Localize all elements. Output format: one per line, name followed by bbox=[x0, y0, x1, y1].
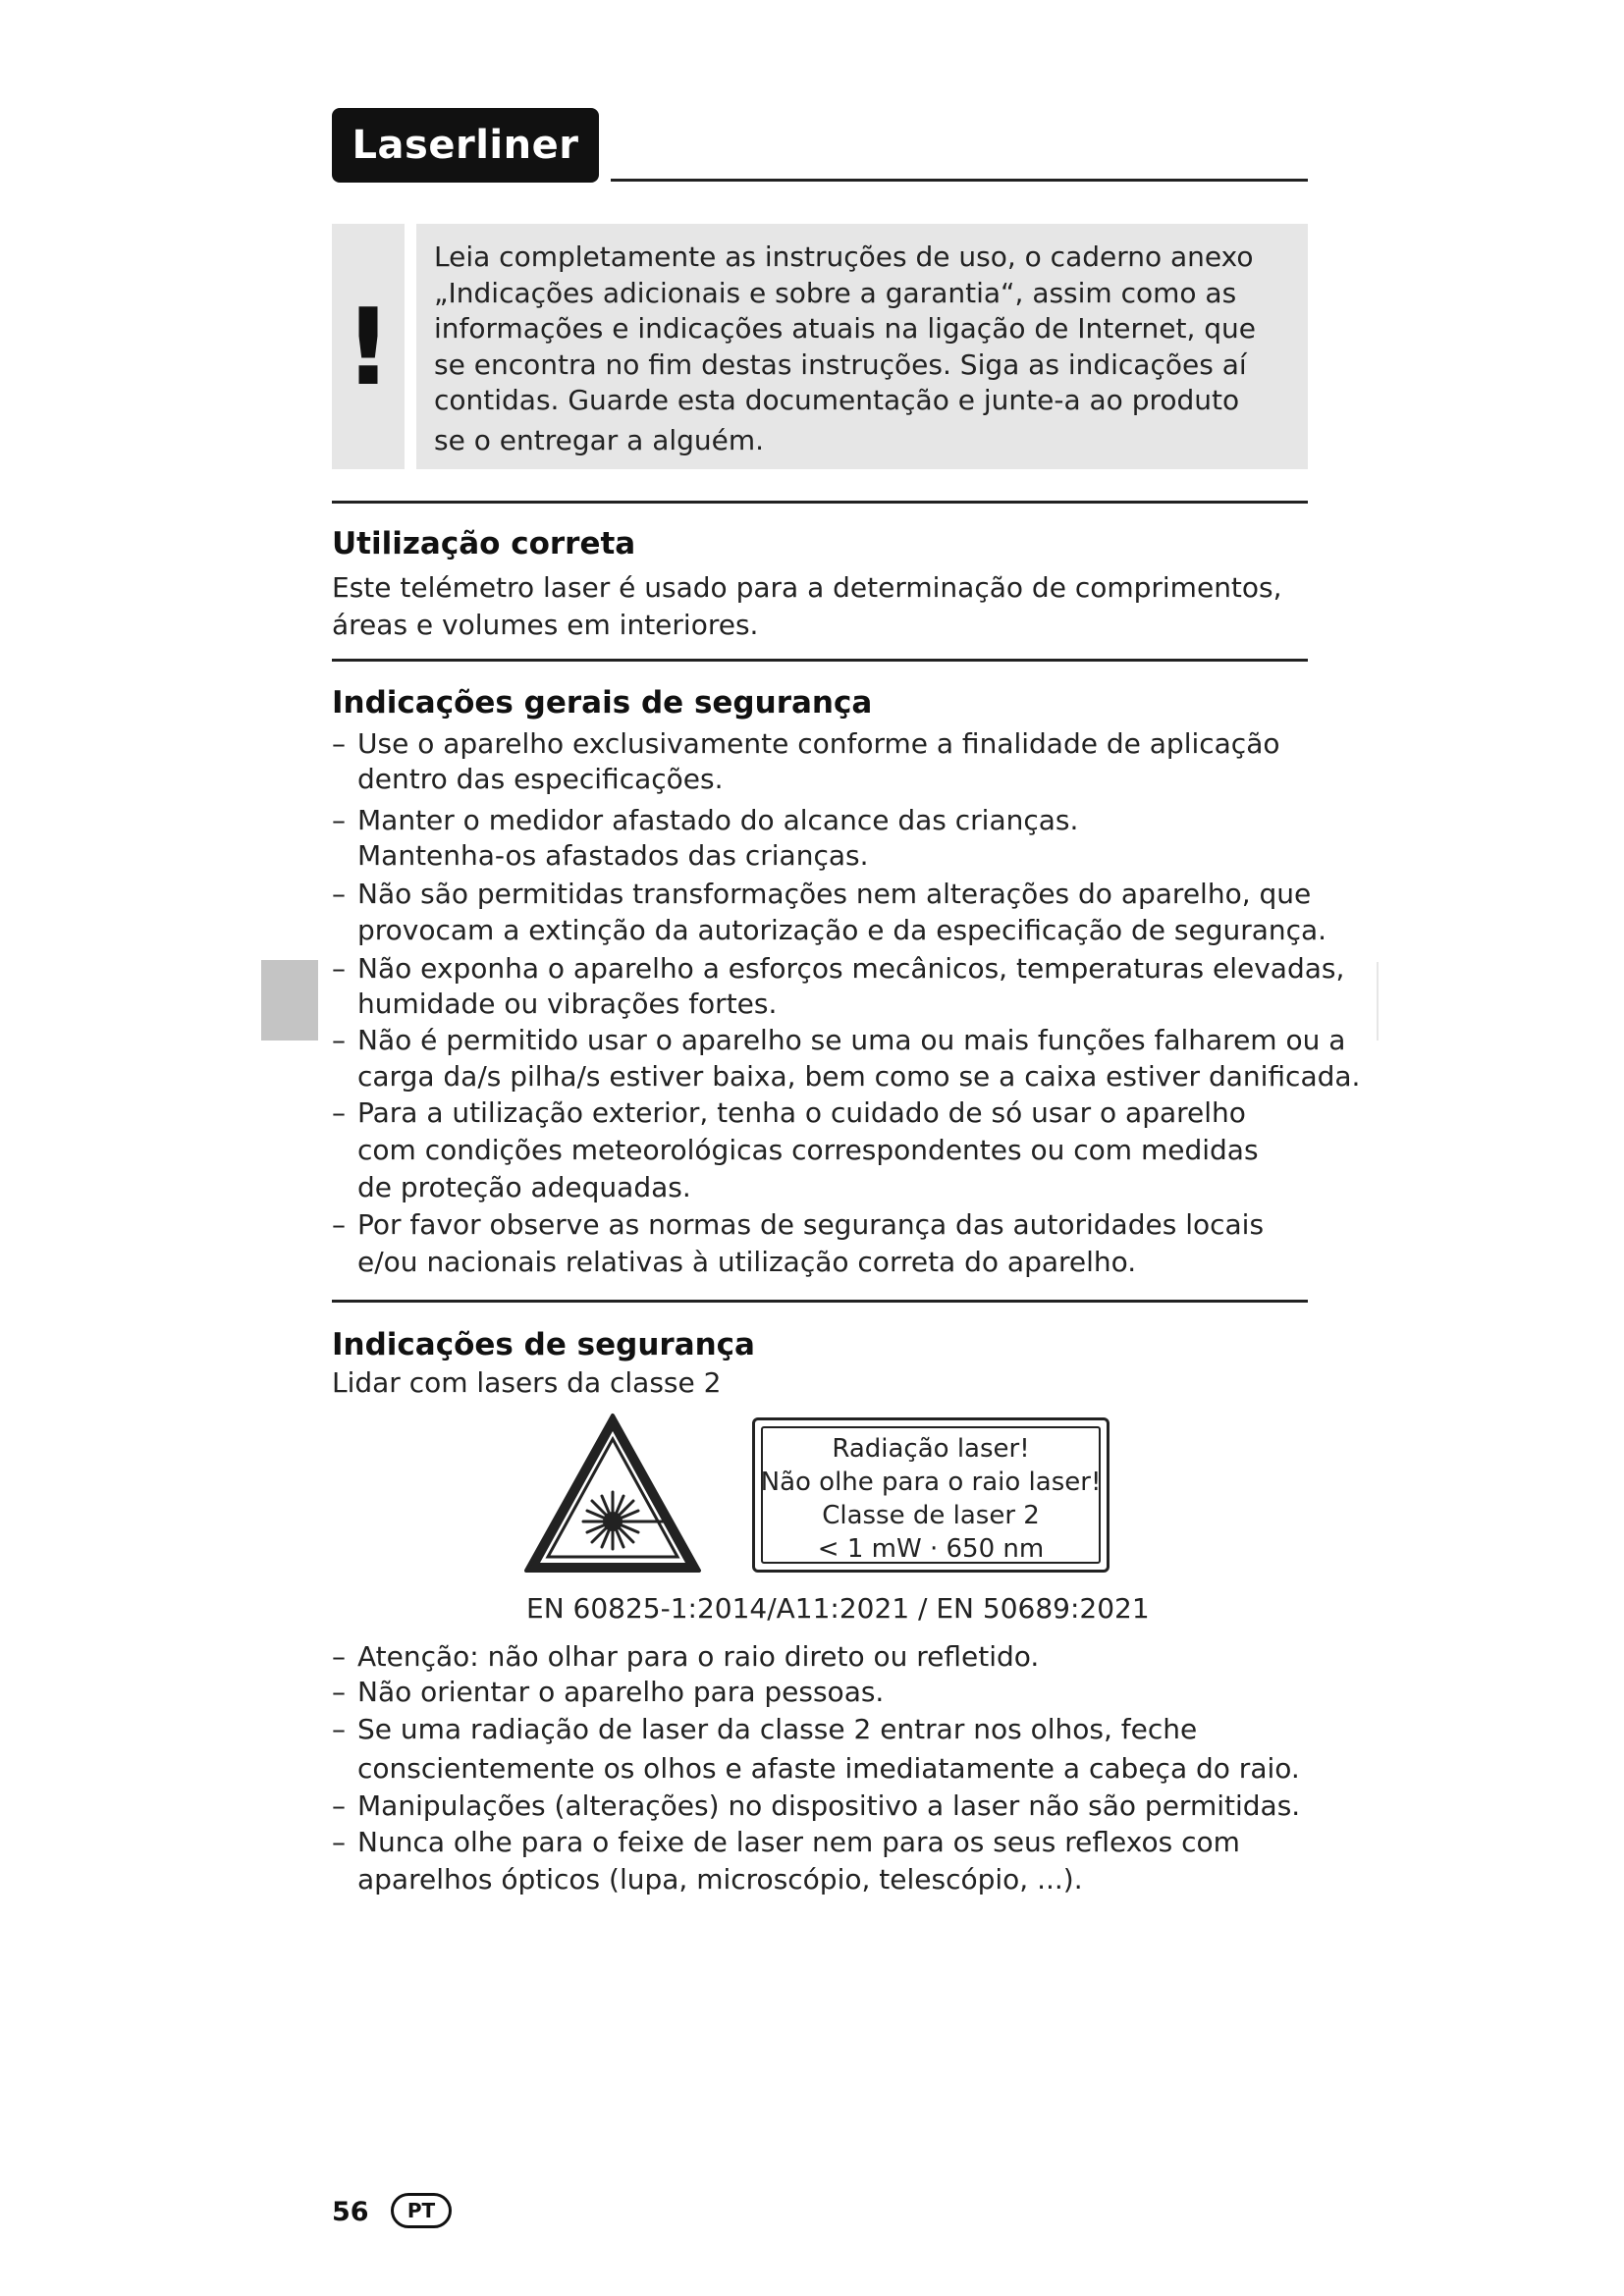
list-item-line: Manter o medidor afastado do alcance das crianças. bbox=[357, 804, 1079, 836]
list-item-line: aparelhos ópticos (lupa, microscópio, telescópio, ...). bbox=[357, 1863, 1083, 1896]
notice-text bbox=[434, 240, 1298, 458]
list-item bbox=[332, 876, 1327, 948]
list-item bbox=[332, 1095, 1314, 1206]
bullet-dash: – bbox=[332, 1789, 346, 1822]
list-item-line: Mantenha-os afastados das crianças. bbox=[357, 839, 869, 872]
exclamation-icon: ! bbox=[344, 287, 393, 409]
laser-warning-triangle-icon bbox=[522, 1412, 703, 1575]
section-divider bbox=[332, 659, 1308, 662]
paragraph-line: áreas e volumes em interiores. bbox=[332, 609, 759, 641]
bullet-dash: – bbox=[332, 952, 346, 985]
bullet-dash: – bbox=[332, 1208, 346, 1241]
list-item bbox=[332, 1824, 1314, 1898]
list-item-line: carga da/s pilha/s estiver baixa, bem como se a caixa estiver danificada. bbox=[357, 1060, 1361, 1093]
list-item-line: Use o aparelho exclusivamente conforme a finalidade de aplicação bbox=[357, 727, 1280, 760]
paragraph-line: Este telémetro laser é usado para a determinação de comprimentos, bbox=[332, 571, 1282, 604]
section-divider bbox=[332, 1300, 1308, 1303]
section-subtitle: Lidar com lasers da classe 2 bbox=[332, 1366, 722, 1399]
notice-line: Leia completamente as instruções de uso, o caderno anexo bbox=[434, 240, 1254, 273]
bullet-dash: – bbox=[332, 1676, 346, 1708]
list-item bbox=[332, 1675, 1314, 1710]
bullet-dash: – bbox=[332, 878, 346, 910]
notice-line: informações e indicações atuais na ligação de Internet, que bbox=[434, 312, 1257, 345]
list-item-line: Não são permitidas transformações nem alterações do aparelho, que bbox=[357, 878, 1312, 910]
list-item bbox=[332, 1639, 1314, 1675]
laser-label-text bbox=[755, 1432, 1107, 1566]
list-item bbox=[332, 726, 1314, 797]
list-item-line: Nunca olhe para o feixe de laser nem para os seus reflexos com bbox=[357, 1826, 1240, 1858]
section-use-text bbox=[332, 569, 1282, 644]
section-title-use: Utilização correta bbox=[332, 526, 636, 561]
laser-label-line: Radiação laser! bbox=[832, 1434, 1030, 1464]
standard-reference: EN 60825-1:2014/A11:2021 / EN 50689:2021 bbox=[526, 1592, 1150, 1625]
section-tab-marker bbox=[261, 960, 318, 1041]
bullet-dash: – bbox=[332, 1713, 346, 1745]
list-item-line: conscientemente os olhos e afaste imediatamente a cabeça do raio. bbox=[357, 1752, 1300, 1785]
bullet-dash: – bbox=[332, 727, 346, 760]
page-edge-mark bbox=[1377, 962, 1379, 1041]
laser-label-line: Não olhe para o raio laser! bbox=[760, 1468, 1102, 1497]
bullet-dash: – bbox=[332, 1096, 346, 1129]
page-number: 56 bbox=[332, 2197, 369, 2227]
general-safety-list bbox=[332, 726, 1361, 1281]
bullet-dash: – bbox=[332, 1826, 346, 1858]
section-laser-subtitle bbox=[332, 1364, 721, 1402]
laser-label-line: Classe de laser 2 bbox=[822, 1501, 1040, 1530]
list-item-line: Não exponha o aparelho a esforços mecânicos, temperaturas elevadas, bbox=[357, 952, 1345, 985]
notice-line: „Indicações adicionais e sobre a garantia“, assim como as bbox=[434, 276, 1237, 309]
brand-logo: Laserliner bbox=[332, 108, 599, 183]
list-item-line: de proteção adequadas. bbox=[357, 1171, 691, 1203]
list-item bbox=[332, 1710, 1314, 1789]
laser-class-label bbox=[752, 1417, 1110, 1573]
list-item-line: dentro das especificações. bbox=[357, 763, 724, 795]
header-divider bbox=[611, 179, 1308, 182]
bullet-dash: – bbox=[332, 1024, 346, 1056]
laser-label-line: < 1 mW · 650 nm bbox=[817, 1534, 1045, 1564]
laser-safety-list bbox=[332, 1639, 1314, 1898]
list-item-line: humidade ou vibrações fortes. bbox=[357, 988, 778, 1020]
bullet-dash: – bbox=[332, 804, 346, 836]
notice-line: contidas. Guarde esta documentação e junte-a ao produto bbox=[434, 384, 1240, 416]
bullet-dash: – bbox=[332, 1640, 346, 1673]
section-divider bbox=[332, 501, 1308, 504]
list-item bbox=[332, 1789, 1314, 1824]
list-item-line: Para a utilização exterior, tenha o cuidado de só usar o aparelho bbox=[357, 1096, 1246, 1129]
list-item-line: e/ou nacionais relativas à utilização correta do aparelho. bbox=[357, 1246, 1137, 1278]
notice-line: se o entregar a alguém. bbox=[434, 423, 765, 456]
list-item-line: Se uma radiação de laser da classe 2 entrar nos olhos, feche bbox=[357, 1713, 1198, 1745]
list-item bbox=[332, 1022, 1361, 1095]
list-item bbox=[332, 1206, 1314, 1281]
list-item-line: provocam a extinção da autorização e da especificação de segurança. bbox=[357, 914, 1327, 946]
notice-line: se encontra no fim destas instruções. Siga as indicações aí bbox=[434, 347, 1247, 381]
list-item-line: Atenção: não olhar para o raio direto ou refletido. bbox=[357, 1640, 1040, 1673]
list-item bbox=[332, 803, 1314, 874]
list-item-line: com condições meteorológicas correspondentes ou com medidas bbox=[357, 1134, 1259, 1166]
language-badge: PT bbox=[391, 2193, 452, 2228]
list-item-line: Não é permitido usar o aparelho se uma ou mais funções falharem ou a bbox=[357, 1024, 1346, 1056]
list-item-line: Manipulações (alterações) no dispositivo a laser não são permitidas. bbox=[357, 1789, 1301, 1822]
list-item-line: Não orientar o aparelho para pessoas. bbox=[357, 1676, 885, 1708]
list-item-line: Por favor observe as normas de segurança das autoridades locais bbox=[357, 1208, 1265, 1241]
section-title-general-safety: Indicações gerais de segurança bbox=[332, 685, 873, 721]
list-item bbox=[332, 951, 1345, 1022]
section-title-laser-safety: Indicações de segurança bbox=[332, 1327, 755, 1362]
